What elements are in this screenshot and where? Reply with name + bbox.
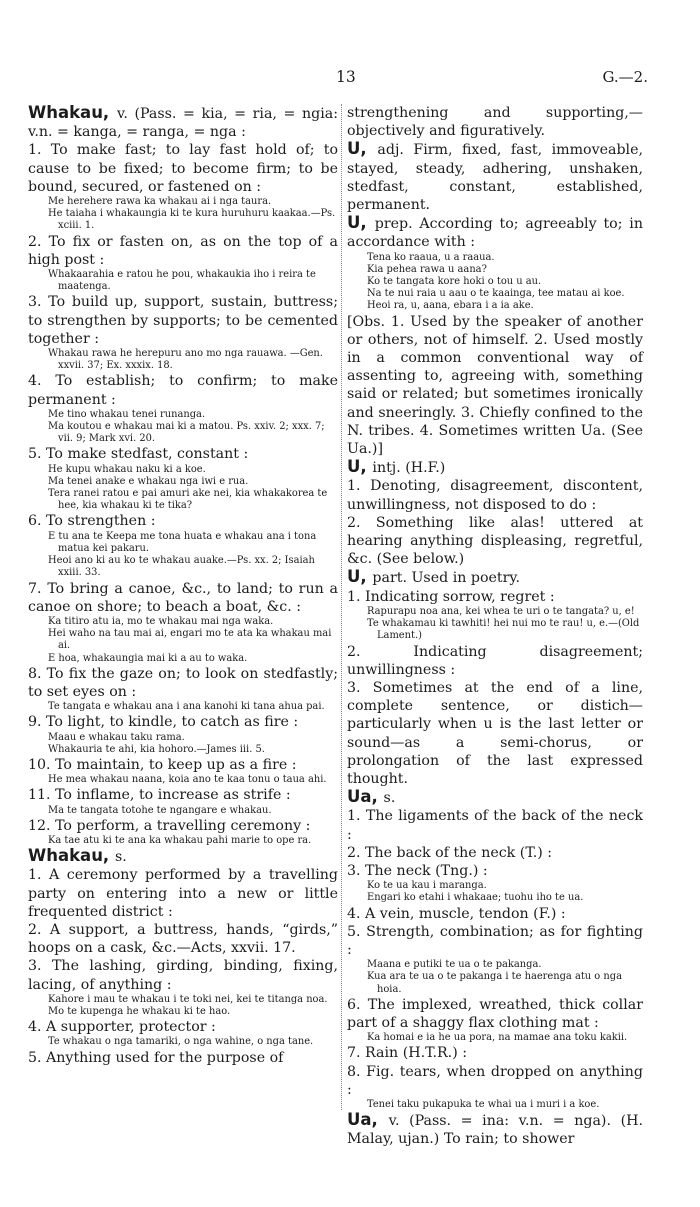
definition-line: 7. Rain (H.T.R.) :: [347, 1045, 468, 1062]
left-column: [28, 104, 338, 1067]
example-quote: Whakauria te ahi, kia hohoro.—James iii. 5.: [48, 743, 265, 755]
headword: Whakau,: [28, 846, 115, 866]
example-quote: Ma koutou e whakau mai ki a matou. Ps. xxiv. 2; xxx. 7; vii. 9; Mark xvi. 20.: [48, 421, 325, 445]
entry-grammar: s.: [383, 790, 396, 807]
example-quote: Na te nui raia u aau o te kaainga, tee matau ai koe.: [367, 288, 625, 300]
definition-line: 3. The lashing, girding, binding, fixing, lacing, of anything :: [28, 958, 338, 993]
definition-line: 5. Strength, combination; as for fighting :: [347, 923, 643, 958]
example-quote: Maau e whakau taku rama.: [48, 731, 185, 743]
entry-heading-line: [347, 1111, 643, 1148]
example-quote: Ka homai e ia he ua pora, na mamae ana toku kakii.: [367, 1032, 628, 1044]
example-quote: Tera ranei ratou e pai amuri ake nei, kia whakakorea te hee, kia whakau ki te tika?: [48, 488, 328, 512]
page-number: 13: [336, 68, 356, 86]
definition-line: 2. To fix or fasten on, as on the top of a high post :: [28, 233, 338, 268]
definition-line: 2. Something like alas! uttered at hearing anything displeasing, regretful, &c. (See below.): [347, 514, 643, 568]
example-quote: Engari ko etahi i whakaae; tuohu iho te ua.: [367, 892, 584, 904]
example-quote: Kahore i mau te whakau i te toki nei, kei te titanga noa.: [48, 993, 328, 1005]
example-quote: Ko te ua kau i maranga.: [367, 880, 487, 892]
definition-line: 2. The back of the neck (T.) :: [347, 844, 553, 861]
definition-line: 12. To perform, a travelling ceremony :: [28, 817, 311, 834]
example-quote: Ma tenei anake e whakau nga iwi e rua.: [48, 475, 249, 487]
definition-line: 10. To maintain, to keep up as a fire :: [28, 756, 297, 773]
example-quote: Me herehere rawa ka whakau ai i nga taura.: [48, 196, 272, 208]
example-quote: He taiaha i whakaungia ki te kura huruhuru kaakaa.—Ps. xciii. 1.: [48, 208, 336, 232]
example-quote: E hoa, whakaungia mai ki a au to waka.: [48, 652, 248, 664]
example-quote: Kia pehea rawa u aana?: [367, 263, 487, 275]
example-quote: Tenei taku pukapuka te whai ua i muri i a koe.: [367, 1098, 600, 1110]
example-quote: Kua ara te ua o te pakanga i te haerenga atu o nga hoia.: [367, 971, 622, 995]
entry-heading-line: [28, 847, 338, 866]
example-quote: Heoi ra, u, aana, ebara i a ia ake.: [367, 300, 534, 312]
entry-heading-line: [28, 104, 338, 141]
definition-line: 3. The neck (Tng.) :: [347, 862, 488, 879]
definition-line: 11. To inflame, to increase as strife :: [28, 787, 291, 804]
definition-line: 1. Indicating sorrow, regret :: [347, 588, 555, 605]
definition-line: 1. To make fast; to lay fast hold of; to cause to be fixed; to become firm; to be bound, secured, or fastened on :: [28, 142, 338, 195]
entry-grammar: v. (Pass. = kia, = ria, = ngia: v.n. = kanga, = ranga, = nga :: [28, 106, 338, 141]
example-quote: Rapurapu noa ana, kei whea te uri o te tangata? u, e!: [367, 605, 635, 617]
definition-line: 6. To strengthen :: [28, 513, 156, 530]
headword: U,: [347, 457, 373, 477]
entry-heading-line: [347, 568, 643, 587]
right-column: [347, 104, 643, 1149]
example-quote: He mea whakau naana, koia ano te kaa tonu o taua ahi.: [48, 774, 327, 786]
definition-line: 4. To establish; to confirm; to make permanent :: [28, 373, 338, 408]
entry-grammar: adj. Firm, fixed, fast, immoveable, stayed, steady, adhering, unshaken, stedfast, constant, established, permanent.: [347, 142, 643, 214]
definition-line: 2. Indicating disagreement; unwillingness :: [347, 643, 643, 678]
entry-heading-line: [347, 140, 643, 214]
entry-heading-line: [347, 214, 643, 251]
entry-heading-line: [347, 788, 643, 807]
definition-line: 6. The implexed, wreathed, thick collar part of a shaggy flax clothing mat :: [347, 996, 643, 1031]
definition-line: 1. Denoting, disagreement, discontent, unwillingness, not disposed to do :: [347, 478, 643, 513]
example-quote: Ma te tangata totohe te ngangare e whakau.: [48, 804, 272, 816]
example-quote: Ka titiro atu ia, mo te whakau mai nga waka.: [48, 615, 274, 627]
headword: U,: [347, 567, 373, 587]
example-quote: Te whakau o nga tamariki, o nga wahine, o nga tane.: [48, 1036, 314, 1048]
headword: U,: [347, 139, 378, 159]
example-quote: Heoi ano ki au ko te whakau auake.—Ps. xx. 2; Isaiah xxiii. 33.: [48, 555, 315, 579]
entry-grammar: v. (Pass. = ina: v.n. = nga). (H. Malay, ujan.) To rain; to shower: [347, 1113, 643, 1148]
definition-line: 8. To fix the gaze on; to look on stedfastly; to set eyes on :: [28, 665, 338, 700]
example-quote: Mo te kupenga he whakau ki te hao.: [48, 1005, 231, 1017]
example-quote: Whakau rawa he herepuru ano mo nga rauawa. —Gen. xxvii. 37; Ex. xxxix. 18.: [48, 348, 323, 372]
example-quote: Hei waho na tau mai ai, engari mo te ata ka whakau mai ai.: [48, 628, 332, 652]
definition-line: 1. The ligaments of the back of the neck :: [347, 808, 643, 843]
definition-line: 5. Anything used for the purpose of: [28, 1049, 284, 1066]
headword: Whakau,: [28, 103, 118, 122]
definition-line: [Obs. 1. Used by the speaker of another or others, not of himself. 2. Used mostly in a common conventional way of assenting to, agreeing with, something said or related; but sometimes ironically and sneeringly. 3. Chiefly confined to the N. tribes. 4. Sometimes written Ua. (See Ua.)]: [347, 313, 643, 458]
example-quote: E tu ana te Keepa me tona huata e whakau ana i tona matua kei pakaru.: [48, 530, 317, 554]
example-quote: He kupu whakau naku ki a koe.: [48, 463, 206, 475]
example-quote: Te whakamau ki tawhiti! hei nui mo te rau! u, e.—(Old Lament.): [367, 618, 640, 642]
entry-grammar: prep. According to; agreeably to; in accordance with :: [347, 216, 643, 251]
example-quote: Tena ko raaua, u a raaua.: [367, 251, 495, 263]
entry-grammar: intj. (H.F.): [372, 460, 446, 477]
definition-line: 3. To build up, support, sustain, buttress; to strengthen by supports; to be cemented together :: [28, 294, 338, 347]
entry-grammar: s.: [114, 849, 127, 866]
headword: Ua,: [347, 1110, 389, 1130]
definition-line: strengthening and supporting,—objectively and figuratively.: [347, 105, 643, 140]
headword: Ua,: [347, 787, 384, 807]
definition-line: 9. To light, to kindle, to catch as fire :: [28, 714, 299, 731]
definition-line: 3. Sometimes at the end of a line, complete sentence, or distich—particularly when u is the last letter or sound—as a semi-chorus, or prolongation of the last expressed thought.: [347, 679, 643, 787]
example-quote: Ko te tangata kore hoki o tou u au.: [367, 276, 542, 288]
definition-line: 4. A supporter, protector :: [28, 1019, 216, 1036]
definition-line: 5. To make stedfast, constant :: [28, 446, 249, 463]
entry-heading-line: [347, 458, 643, 477]
example-quote: Te tangata e whakau ana i ana kanohi ki tana ahua pai.: [48, 701, 325, 713]
example-quote: Ka tae atu ki te ana ka whakau pahi marie to ope ra.: [48, 834, 312, 846]
page-header: [0, 68, 700, 92]
entry-grammar: part. Used in poetry.: [372, 570, 521, 587]
document-reference: G.—2.: [602, 68, 648, 86]
definition-line: 4. A vein, muscle, tendon (F.) :: [347, 905, 566, 922]
example-quote: Me tino whakau tenei runanga.: [48, 408, 206, 420]
definition-line: 1. A ceremony performed by a travelling party on entering into a new or little frequented district :: [28, 867, 338, 920]
example-quote: Maana e putiki te ua o te pakanga.: [367, 959, 542, 971]
example-quote: Whakaarahia e ratou he pou, whakaukia iho i reira te maatenga.: [48, 269, 316, 293]
definition-line: 2. A support, a buttress, hands, “girds,” hoops on a cask, &c.—Acts, xxvii. 17.: [28, 921, 338, 957]
definition-line: 7. To bring a canoe, &c., to land; to run a canoe on shore; to beach a boat, &c. :: [28, 580, 338, 615]
definition-line: 8. Fig. tears, when dropped on anything :: [347, 1063, 643, 1098]
headword: U,: [347, 213, 375, 233]
column-divider: [341, 104, 342, 1110]
